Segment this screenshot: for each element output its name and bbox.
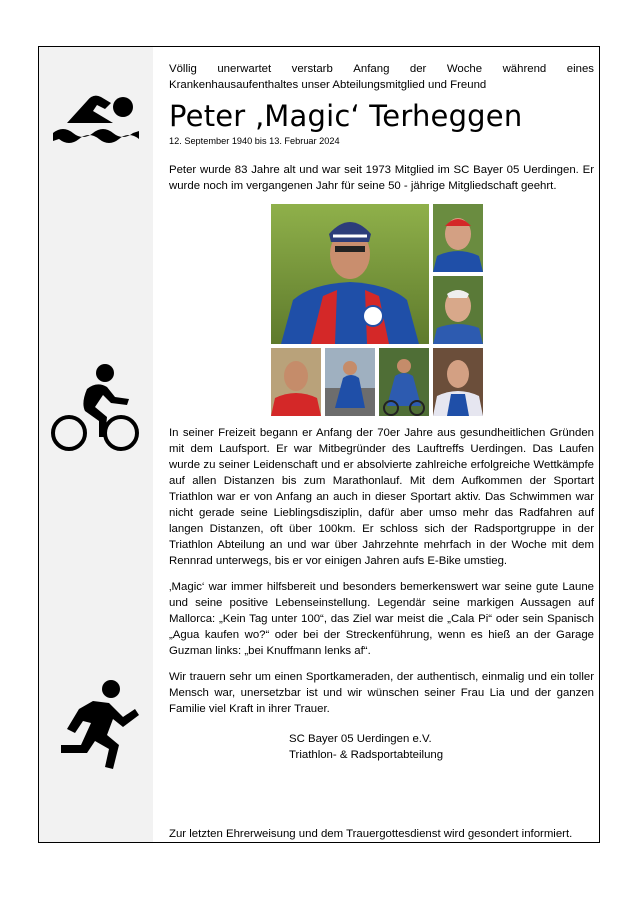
photo-bottom-2 (325, 348, 375, 416)
photo-bottom-1 (271, 348, 321, 416)
intro-line-2: Krankenhausaufenthaltes unser Abteilungsmitglied und Freund (169, 79, 487, 91)
deceased-name: Peter ‚Magic‘ Terheggen (169, 99, 523, 133)
signature-block (289, 731, 594, 763)
obituary-content (169, 61, 594, 763)
biography-paragraph: In seiner Freizeit begann er Anfang der 70er Jahre aus gesundheitlichen Gründen mit dem Laufsport. Er war Mitbegründer des Lauftreffs Uerdingen. Das Laufen wurde zu seiner Leidenschaft und er absolvierte zahlreiche erfolgreiche Wettkämpfe auf allen Distanzen bis zum Marathonlauf. Mit dem Aufkommen der Sportart Triathlon war er von Anfang an auch in dieser Sportart aktiv. Das Schwimmen war nicht gerade seine Lieblingsdisziplin, dafür aber umso mehr das Radfahren auf langen Distanzen, oft über 100km. Er schloss sich der Radsportgruppe in der Triathlon Abteilung an und war über Jahrzehnte mehrfach in der Woche mit dem Rennrad unterwegs, bis er vor einigen Jahren aufs E-Bike umstieg. (169, 427, 594, 567)
obituary-frame (38, 46, 600, 843)
closing-note: Zur letzten Ehrerweisung und dem Trauergottesdienst wird gesondert informiert. (169, 828, 573, 840)
membership-paragraph: Peter wurde 83 Jahre alt und war seit 1973 Mitglied im SC Bayer 05 Uerdingen. Er wurde noch im vergangenen Jahr für seine 50 - jährige Mitgliedschaft geehrt. (169, 164, 594, 192)
intro-word: während (502, 63, 547, 75)
photo-main (271, 204, 429, 344)
intro-word: verstarb (291, 63, 333, 75)
intro-word: eines (566, 63, 594, 75)
intro-word: der (409, 63, 427, 75)
cyclist-icon (49, 363, 141, 455)
photo-bottom-4 (433, 348, 483, 416)
life-dates: 12. September 1940 bis 13. Februar 2024 (169, 136, 340, 146)
intro-word: unerwartet (217, 63, 272, 75)
intro-word: Anfang (353, 63, 390, 75)
runner-icon (53, 679, 139, 771)
sidebar-strip (39, 47, 153, 842)
signature-club: SC Bayer 05 Uerdingen e.V. (289, 733, 432, 745)
intro-word: Woche (446, 63, 483, 75)
photo-collage (271, 204, 483, 416)
intro-word: Völlig (169, 63, 197, 75)
intro-text (169, 61, 594, 93)
swimmer-icon (53, 87, 139, 143)
signature-department: Triathlon- & Radsportabteilung (289, 749, 444, 761)
photo-bottom-3 (379, 348, 429, 416)
photo-right-top (433, 204, 483, 272)
photo-right-middle (433, 276, 483, 344)
character-paragraph: ‚Magic‘ war immer hilfsbereit und besonders bemerkenswert war seine gute Laune und seine positive Lebenseinstellung. Legendär seine markigen Aussagen auf Mallorca: „Kein Tag unter 100“, das Ziel war meist die „Cala Pi“ oder sein Spanisch „Agua kaufen wo?“ oder bei der Streckenführung, wenn es hieß an der Garage Guzman links: „bei Knuffmann lenks af“. (169, 581, 594, 657)
mourning-paragraph: Wir trauern sehr um einen Sportkameraden, der authentisch, einmalig und ein toller Mensch war, unersetzbar ist und wir wünschen seiner Frau Lia und der ganzen Familie viel Kraft in ihrer Trauer. (169, 671, 594, 715)
